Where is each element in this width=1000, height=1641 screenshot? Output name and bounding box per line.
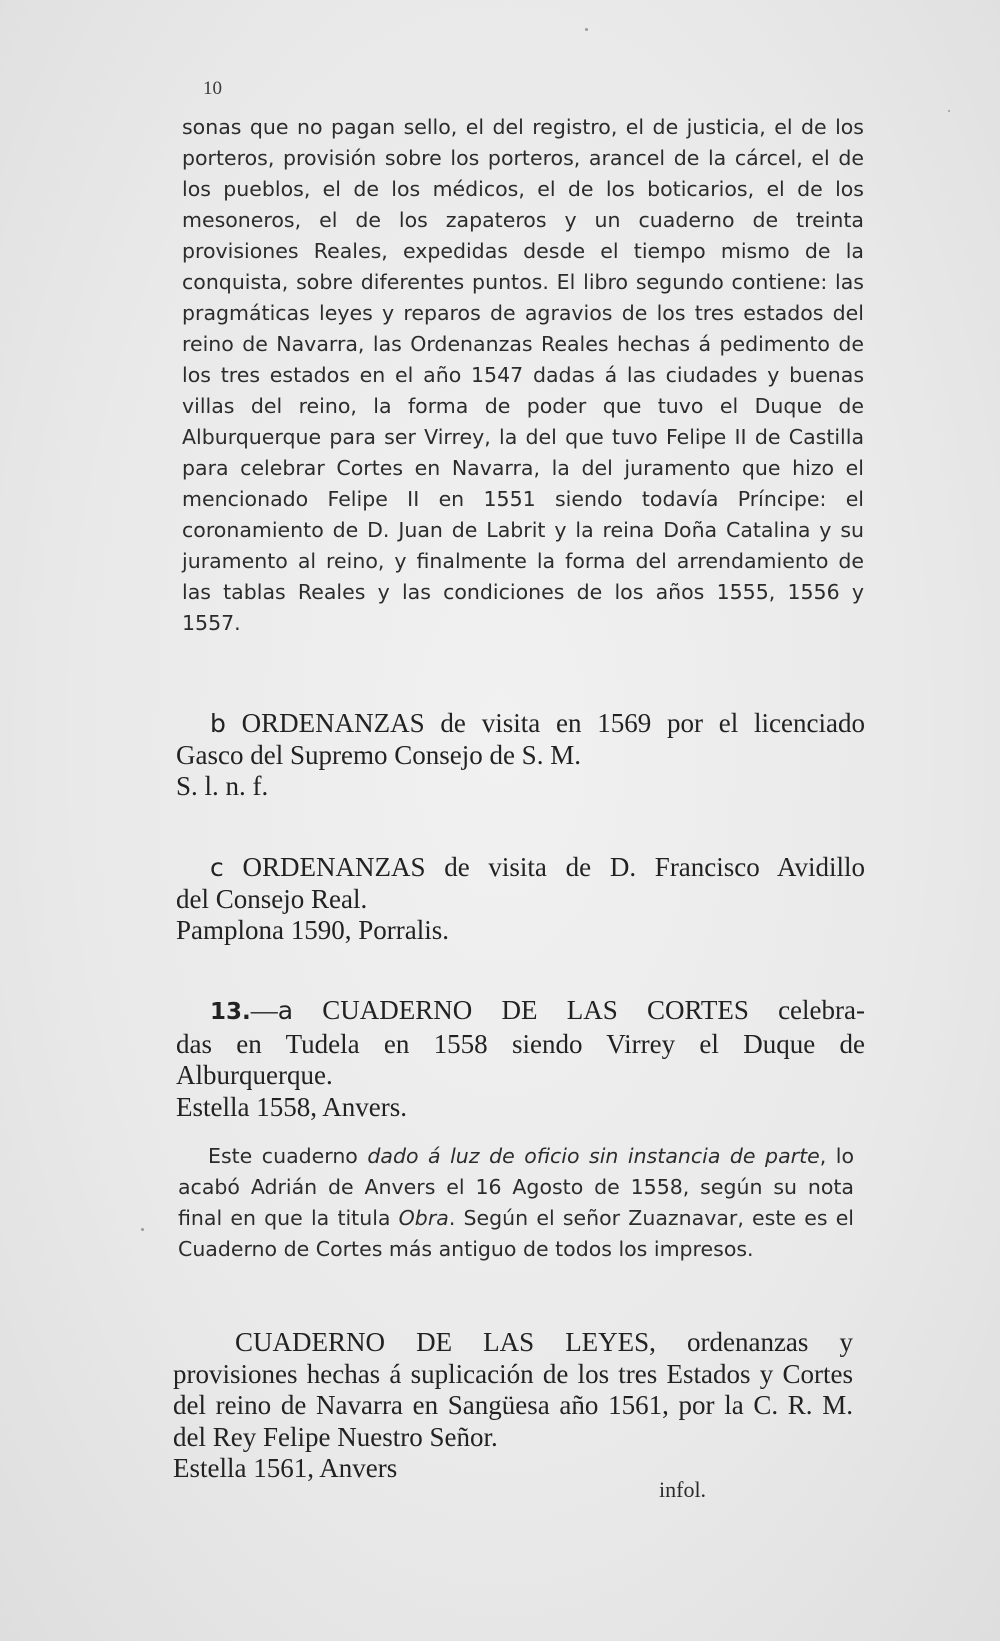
entry-leyes-imprint: Estella 1561, Anvers [173, 1453, 398, 1483]
entry-c-title-cont: del Consejo Real. [176, 883, 368, 914]
entry-13-note [178, 1141, 854, 1265]
note-text-3: . Según el señor Zuaznavar, este es el Cuaderno de Cortes más antiguo de todos los impresos. [178, 1206, 855, 1261]
entry-c [176, 852, 866, 947]
entry-13-imprint: Estella 1558, Anvers. [176, 1091, 407, 1122]
entry-b-title-cont: Gasco del Supremo Consejo de S. M. [176, 739, 581, 770]
paper-speck [585, 28, 588, 31]
entry-b-letter: b [210, 709, 226, 738]
paper-speck [141, 1228, 144, 1231]
note-italic-2: Obra [398, 1206, 449, 1230]
note-text-1: Este cuaderno [208, 1144, 368, 1168]
note-text-2: , lo acabó Adrián de Anvers el 16 Agosto de 1558, según su nota final en que la titula [178, 1144, 854, 1230]
entry-c-imprint: Pamplona 1590, Porralis. [176, 915, 449, 945]
paragraph-libro-segundo: sonas que no pagan sello, el del registro, el de justicia, el de los porteros, provisión sobre los porteros, arancel de la cárcel, el de los pueblos, el de los médicos, el de los boticarios, el de los mesoneros, el de los zapateros y un cuaderno de treinta provisiones Reales, expedidas desde el tiempo mismo de la conquista, sobre diferentes puntos. El libro segundo contiene: las pragmáticas leyes y reparos de agravios de los tres estados del reino de Navarra, las Ordenanzas Reales hechas á pedimento de los tres estados en el año 1547 dadas á las ciudades y buenas villas del reino, la forma de poder que tuvo el Duque de Alburquerque para ser Virrey, la del que tuvo Felipe II de Castilla para celebrar Cortes en Navarra, la del juramento que hizo el mencionado Felipe II en 1551 siendo todavía Príncipe: el coronamiento de D. Juan de Labrit y la reina Doña Catalina y su juramento al reino, y finalmente la forma del arrendamiento de las tablas Reales y las condiciones de los años 1555, 1556 y 1557. [182, 115, 864, 635]
entry-13-number: 13. [210, 999, 251, 1025]
entry-leyes [173, 1327, 853, 1485]
entry-b-title: ORDENANZAS de visita en 1569 por el licenciado [241, 708, 865, 738]
note-italic-1: dado á luz de oficio sin instancia de parte [367, 1144, 820, 1168]
entry-13-title-cont: das en Tudela en 1558 siendo Virrey el Duque de Alburquerque. [176, 1028, 865, 1090]
format-note: infol. [659, 1477, 707, 1502]
page-number: 10 [203, 78, 222, 99]
entry-13-title: CUADERNO DE LAS CORTES celebra- [322, 995, 865, 1025]
entry-c-title: ORDENANZAS de visita de D. Francisco Avidillo [242, 852, 866, 882]
entry-13a [176, 995, 865, 1123]
entry-13-dash: — [250, 995, 278, 1025]
entry-b-imprint: S. l. n. f. [176, 771, 269, 801]
paper-speck [948, 110, 950, 112]
entry-b [176, 708, 865, 803]
entry-13-letter: a [277, 996, 294, 1025]
entry-c-letter: c [210, 853, 224, 882]
entry-leyes-title: CUADERNO DE LAS LEYES, ordenanzas y provisiones hechas á suplicación de los tres Estados y Cortes del reino de Navarra en Sangüesa año 1561, por la C. R. M. del Rey Felipe Nuestro Señor. [173, 1327, 853, 1452]
